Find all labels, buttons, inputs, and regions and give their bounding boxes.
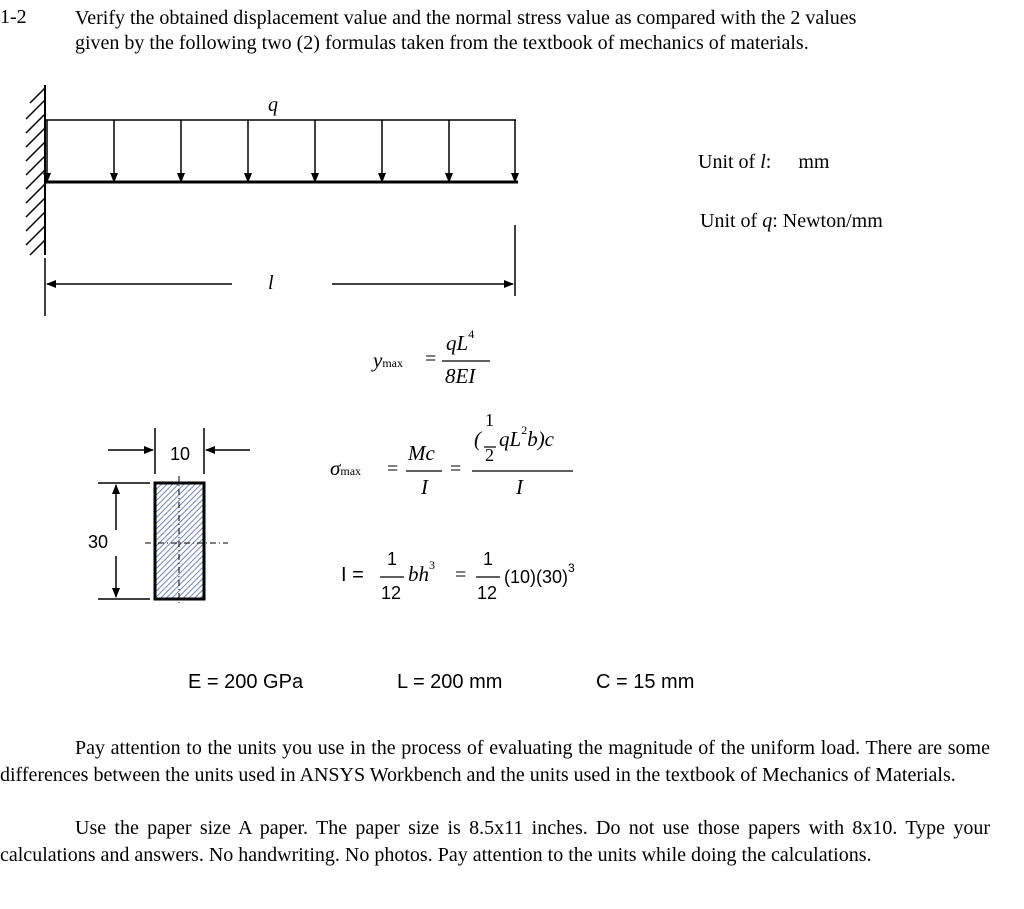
length-dimension xyxy=(45,225,515,316)
property-c: C = 15 mm xyxy=(596,671,695,693)
deflection-numerator: $qL^4$ xyxy=(446,327,475,355)
inertia-lhs: I = xyxy=(341,564,364,586)
inertia-equals-2: = xyxy=(455,564,467,586)
inertia-body: $bh^3$ xyxy=(408,558,435,586)
distributed-load xyxy=(45,120,516,182)
stress-lhs-sub: max xyxy=(340,464,362,478)
deflection-denominator: 8EI xyxy=(445,364,476,388)
inertia-body-sup: 3 xyxy=(429,558,435,572)
load-unit-value: Newton/mm xyxy=(782,210,883,232)
height-label: 30 xyxy=(88,532,109,552)
stress-frac2-body: $qL^2b)c$ xyxy=(499,423,555,451)
note-paper: Use the paper size A paper. The paper size is 8.5x11 inches. Do not use those papers with 8x10. Type your calculations and answers. No handwriting. No photos. Pay attention to the units while doing the calculations. xyxy=(0,817,990,866)
load-unit: Unit of q: Newton/mm xyxy=(700,210,883,232)
fraction-bars xyxy=(380,361,573,577)
length-unit: Unit of l: mm xyxy=(698,151,830,173)
width-label: 10 xyxy=(170,444,191,464)
deflection-lhs: ymax xyxy=(373,348,403,372)
length-unit-text: Unit of xyxy=(698,151,761,173)
deflection-numerator-sup: 4 xyxy=(468,327,475,341)
load-label: q xyxy=(268,94,278,116)
statement-line-2: given by the following two (2) formulas taken from the textbook of mechanics of materials. xyxy=(75,32,809,54)
load-unit-text: Unit of xyxy=(700,210,763,232)
inertia-coef-num: 1 xyxy=(387,549,398,569)
deflection-equals: = xyxy=(425,348,437,370)
load-unit-symbol: q xyxy=(762,210,773,232)
length-unit-value: mm xyxy=(798,151,830,173)
stress-equals-1: = xyxy=(387,458,399,480)
stress-equals-2: = xyxy=(450,458,462,480)
inertia-values-sup: 3 xyxy=(568,561,575,575)
length-unit-symbol: l xyxy=(760,151,766,173)
stress-frac1-den: I xyxy=(421,475,428,499)
inertia-coef2-num: 1 xyxy=(483,549,494,569)
stress-frac1-num: Mc xyxy=(408,441,435,465)
deflection-lhs-sub: max xyxy=(382,356,403,370)
stress-half-den: 2 xyxy=(485,445,494,465)
fixed-support xyxy=(26,85,45,255)
stress-frac2-den: I xyxy=(516,475,523,499)
length-label: l xyxy=(268,272,274,294)
stress-frac2-sup: 2 xyxy=(521,423,528,437)
cross-section xyxy=(145,476,228,606)
note-units: Pay attention to the units you use in the process of evaluating the magnitude of the uniform load. There are some differences between the units used in ANSYS Workbench and the units used in the textbook of Mechanics of Materials. xyxy=(0,737,990,786)
inertia-coef-den: 12 xyxy=(381,583,402,603)
inertia-values: $(10)(30)^3$ xyxy=(504,561,575,587)
stress-frac2-num: ( xyxy=(474,427,481,451)
statement-line-1: Verify the obtained displacement value and the normal stress value as compared with the 2 values xyxy=(75,7,857,29)
stress-lhs: σmax xyxy=(330,456,362,480)
inertia-coef2-den: 12 xyxy=(477,583,498,603)
problem-number: 1-2 xyxy=(0,6,27,28)
property-l: L = 200 mm xyxy=(397,671,503,693)
stress-half-num: 1 xyxy=(485,410,494,430)
property-e: E = 200 GPa xyxy=(188,671,304,693)
